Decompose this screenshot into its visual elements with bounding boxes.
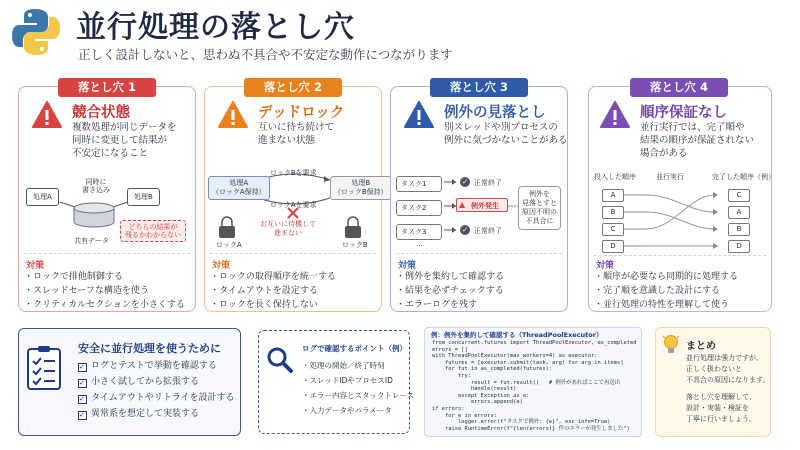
lightbulb-icon — [662, 334, 680, 356]
lock-a-label: ロックA — [216, 241, 242, 249]
lock-icon — [345, 217, 361, 238]
code-example-title: 例：例外を集約して確認する（ThreadPoolExecutor） — [431, 331, 603, 339]
page-title: 並行処理の落とし穴 — [76, 10, 355, 45]
callout-line — [508, 202, 518, 210]
countermeasure-label: 対策 — [26, 261, 45, 271]
process-a-box: 処理A （ロックA保持） — [208, 176, 270, 200]
warning-icon — [32, 101, 62, 129]
simultaneous-label: 同時に 書き込み — [82, 178, 110, 194]
card-description: 複数処理が同じデータを 同時に変更して結果が 不安定になること — [72, 122, 177, 159]
list-item: ・ 例外を集約して確認する — [396, 270, 504, 284]
list-item: ・エラー内容とスタックトレース — [302, 391, 415, 400]
input-item: B — [602, 206, 624, 219]
list-item: ・入力データやパラメータ — [302, 406, 392, 415]
log-points-list — [302, 358, 414, 418]
output-item: B — [728, 223, 750, 236]
tag-pitfall-2: 落とし穴 2 — [244, 78, 342, 97]
process-b-box: 処理B （ロックB保持） — [330, 176, 392, 200]
list-item: ✓ タイムアウトやリトライを設計する — [79, 393, 235, 403]
list-item: ✓ ログとテストで挙動を確認する — [79, 361, 217, 371]
python-logo-icon — [10, 6, 62, 58]
deadlock-diagram — [208, 168, 388, 250]
output-item: C — [728, 189, 750, 202]
card-title: 例外の見落とし — [444, 105, 546, 121]
lock-icon — [219, 217, 235, 238]
exception-diagram — [394, 172, 566, 252]
checklist-icon — [26, 345, 62, 391]
list-item: ・ タイムアウトを設定する — [210, 284, 336, 298]
input-item: D — [602, 240, 624, 253]
warning-icon — [404, 101, 434, 129]
list-item: ✓ 小さく試してから拡張する — [79, 377, 200, 387]
race-note: どちらの結果が 残るかわからない — [120, 220, 186, 242]
input-item: C — [602, 223, 624, 236]
countermeasure-list — [210, 270, 336, 312]
column-parallel-run: 並行実行 — [656, 173, 684, 181]
check-icon: ✓ — [460, 225, 470, 235]
request-lock-a: ロックAを要求 — [270, 201, 317, 209]
status-ok: 正常終了 — [474, 179, 502, 187]
countermeasure-label: 対策 — [212, 261, 231, 271]
tag-pitfall-3: 落とし穴 3 — [430, 78, 528, 97]
checkbox-icon: ✓ — [78, 411, 87, 420]
list-item: ・ 並行処理の特性を理解して使う — [594, 298, 738, 312]
list-item: ・ 完了順を意識した設計にする — [594, 284, 738, 298]
process-b-box: 処理B — [127, 188, 160, 206]
list-item: ・ 順序が必要なら同期的に処理する — [594, 270, 738, 284]
list-item: ・処理の開始／終了時刻 — [302, 361, 385, 370]
warning-icon — [600, 101, 630, 129]
card-title: 順序保証なし — [640, 105, 727, 121]
status-error: 例外発生 — [471, 202, 499, 210]
list-item: ・ ロックの取得順序を統一する — [210, 270, 336, 284]
card-description: 別スレッドや別プロセスの 例外に気づかないことがある — [444, 122, 568, 146]
card-title: デッドロック — [258, 105, 345, 121]
checkbox-icon: ✓ — [78, 379, 87, 388]
countermeasure-list — [24, 270, 185, 312]
input-item: A — [602, 189, 624, 202]
card-description: 互いに待ち続けて 進まない状態 — [258, 122, 335, 146]
order-diagram — [594, 172, 775, 254]
ellipsis: … — [416, 240, 423, 248]
list-item: ・ クリティカルセクションを小さくする — [24, 298, 185, 312]
warning-icon: ▲ — [459, 200, 466, 209]
task-box: タスク3 — [396, 224, 442, 240]
process-a-box: 処理A — [26, 188, 59, 206]
safe-usage-list — [78, 358, 235, 422]
task-box: タスク1 — [396, 176, 442, 192]
lock-b-label: ロックB — [342, 241, 368, 249]
magnifier-icon — [266, 346, 294, 374]
status-ok: 正常終了 — [474, 227, 502, 235]
countermeasure-label: 対策 — [398, 261, 417, 271]
column-completed-order: 完了した順序（例） — [712, 173, 775, 181]
check-icon: ✓ — [460, 177, 470, 187]
checkbox-icon: ✓ — [78, 363, 87, 372]
list-item: ・スレッドIDやプロセスID — [302, 376, 393, 385]
safe-usage-title: 安全に並行処理を使うために — [78, 342, 221, 355]
page-subtitle: 正しく設計しないと、思わぬ不具合や不安定な動作につながります — [78, 47, 453, 62]
list-item: ・ エラーログを残す — [396, 298, 504, 312]
list-item: ・ スレッドセーフな構造を使う — [24, 284, 185, 298]
list-item: ・ ロックを長く保持しない — [210, 298, 336, 312]
countermeasure-label: 対策 — [596, 261, 615, 271]
countermeasure-list — [594, 270, 738, 312]
exception-note: 例外を 見落とすと 原因不明の 不具合に — [518, 186, 561, 230]
list-item: ・ ロックで排他制御する — [24, 270, 185, 284]
list-item: ✓ 異常系を想定して実装する — [79, 409, 200, 419]
output-item: D — [728, 240, 750, 253]
shared-data-label: 共有データ — [74, 237, 109, 245]
checkbox-icon: ✓ — [78, 395, 87, 404]
column-input-order: 投入した順序 — [594, 173, 636, 181]
summary-text: 並行処理は強力ですが、 正しく扱わないと 不具合の原因になります。 落とし穴を理解して、 設計・実装・検証を 丁寧に行いましょう。 — [686, 354, 770, 423]
warning-icon — [218, 101, 248, 129]
log-points-title: ログで確認するポイント（例） — [302, 344, 407, 353]
countermeasure-list — [396, 270, 504, 312]
task-box: タスク2 — [396, 200, 442, 216]
tag-pitfall-1: 落とし穴 1 — [58, 78, 156, 97]
request-lock-b: ロックBを要求 — [270, 169, 317, 177]
deadlock-note: お互いに待機して 進まない — [260, 220, 316, 237]
code-block: from concurrent.futures import ThreadPoolExecutor, as_completed errors = [] with ThreadPoolExecutor(max_workers=4) as executor: futures = [executor.submit(task, arg) for arg in items] for fut in as_completed(futures): try: result = fut.result() # 例外があればここで再送出 handle(result) except Exception as e: errors.append(e) if errors: for e in errors: logger.error(f"タスクで例外: {e}", exc_info=True) raise RuntimeError(f"{len(errors)} 件のエラーが発生しました") — [432, 340, 637, 432]
summary-title: まとめ — [686, 341, 716, 352]
race-diagram — [24, 176, 190, 250]
card-title: 競合状態 — [72, 105, 130, 121]
list-item: ・ 結果を必ずチェックする — [396, 284, 504, 298]
card-description: 並行実行では、完了順や 結果の順序が保証されない 場合がある — [640, 122, 755, 159]
output-item: A — [728, 206, 750, 219]
tag-pitfall-4: 落とし穴 4 — [630, 78, 728, 97]
